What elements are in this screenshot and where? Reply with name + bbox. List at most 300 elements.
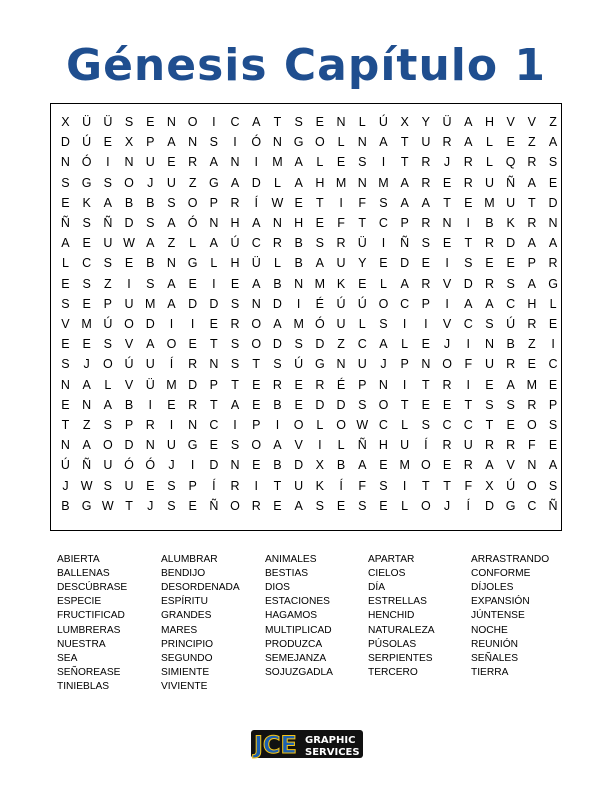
grid-cell[interactable]: Ñ [506,175,516,190]
grid-cell[interactable]: A [294,498,303,513]
grid-cell[interactable]: S [464,256,473,271]
grid-cell[interactable]: M [145,296,156,311]
grid-cell[interactable]: D [400,256,410,271]
grid-cell[interactable]: E [252,397,261,412]
grid-cell[interactable]: X [400,115,409,129]
grid-cell[interactable]: R [145,418,155,432]
grid-cell[interactable]: U [166,438,176,453]
grid-cell[interactable]: E [294,195,303,210]
grid-cell[interactable]: R [527,216,537,230]
grid-cell[interactable]: E [61,337,70,352]
grid-cell[interactable]: S [379,317,388,331]
grid-cell[interactable]: S [548,155,558,170]
grid-cell[interactable]: U [336,256,346,271]
grid-cell[interactable]: X [485,478,494,493]
grid-cell[interactable]: T [400,135,409,150]
grid-cell[interactable]: S [548,478,558,493]
grid-cell[interactable]: D [251,175,261,190]
grid-cell[interactable]: D [272,296,282,311]
grid-cell[interactable]: I [445,256,449,271]
grid-cell[interactable]: N [188,135,198,150]
grid-cell[interactable]: S [315,236,325,251]
grid-cell[interactable]: N [209,216,219,230]
grid-cell[interactable]: L [401,498,409,513]
grid-cell[interactable]: X [124,135,134,150]
grid-cell[interactable]: I [169,418,174,432]
grid-cell[interactable]: S [273,357,282,372]
grid-cell[interactable]: P [209,195,218,210]
grid-cell[interactable]: O [251,337,262,352]
grid-cell[interactable]: A [548,236,558,251]
grid-cell[interactable]: Ü [103,115,113,129]
grid-cell[interactable]: E [506,256,515,271]
grid-cell[interactable]: Ú [378,115,388,129]
grid-cell[interactable]: E [548,175,558,190]
grid-cell[interactable]: L [104,377,112,392]
grid-cell[interactable]: Z [337,337,345,352]
grid-cell[interactable]: S [506,397,515,412]
grid-cell[interactable]: J [380,357,387,372]
grid-cell[interactable]: E [167,397,176,412]
grid-cell[interactable]: A [315,256,325,271]
grid-cell[interactable]: P [146,135,155,150]
grid-cell[interactable]: F [358,478,367,493]
grid-cell[interactable]: D [315,397,325,412]
grid-cell[interactable]: Ñ [82,458,92,473]
grid-cell[interactable]: I [169,317,174,331]
grid-cell[interactable]: Y [421,115,431,129]
grid-cell[interactable]: A [379,135,388,150]
grid-cell[interactable]: N [484,337,494,352]
grid-cell[interactable]: R [421,216,431,230]
grid-cell[interactable]: B [273,276,282,291]
grid-cell[interactable]: C [378,418,388,432]
grid-cell[interactable]: G [314,357,325,372]
grid-cell[interactable]: C [527,498,537,513]
grid-cell[interactable]: F [464,478,473,493]
grid-cell[interactable]: V [294,438,303,453]
grid-cell[interactable]: A [61,236,70,251]
grid-cell[interactable]: N [60,377,70,392]
grid-cell[interactable]: M [378,175,389,190]
grid-cell[interactable]: E [294,397,303,412]
grid-cell[interactable]: O [526,418,537,432]
grid-cell[interactable]: Z [528,135,536,150]
grid-cell[interactable]: E [485,377,494,392]
grid-cell[interactable]: Ñ [357,438,367,453]
grid-cell[interactable]: E [506,418,515,432]
grid-cell[interactable]: Í [212,478,216,493]
grid-cell[interactable]: C [400,296,410,311]
grid-cell[interactable]: Z [549,115,557,129]
grid-cell[interactable]: N [294,276,304,291]
grid-cell[interactable]: V [506,458,515,473]
grid-cell[interactable]: R [188,155,198,170]
grid-cell[interactable]: R [230,478,240,493]
grid-cell[interactable]: E [230,276,240,291]
grid-cell[interactable]: A [209,236,218,251]
grid-cell[interactable]: A [421,195,431,210]
grid-cell[interactable]: Y [358,256,367,271]
grid-cell[interactable]: R [506,438,516,453]
grid-cell[interactable]: U [463,438,473,453]
grid-cell[interactable]: P [400,216,409,230]
grid-cell[interactable]: I [466,377,470,392]
grid-cell[interactable]: R [421,175,431,190]
grid-cell[interactable]: R [230,195,240,210]
grid-cell[interactable]: B [294,236,303,251]
grid-cell[interactable]: E [188,276,197,291]
grid-cell[interactable]: Í [339,478,343,493]
grid-cell[interactable]: S [294,337,303,352]
grid-cell[interactable]: B [146,195,155,210]
grid-cell[interactable]: I [402,377,407,392]
grid-cell[interactable]: L [316,418,324,432]
grid-cell[interactable]: Í [169,357,174,372]
grid-cell[interactable]: E [442,236,452,251]
grid-cell[interactable]: U [400,438,410,453]
grid-cell[interactable]: S [358,397,367,412]
grid-cell[interactable]: Ú [357,296,367,311]
grid-cell[interactable]: A [548,458,558,473]
grid-cell[interactable]: D [548,195,558,210]
grid-cell[interactable]: T [210,337,218,352]
grid-cell[interactable]: Ú [103,317,113,331]
grid-cell[interactable]: O [124,175,134,190]
grid-cell[interactable]: A [273,438,282,453]
grid-cell[interactable]: E [273,498,282,513]
grid-cell[interactable]: A [82,438,91,453]
grid-cell[interactable]: I [106,155,110,170]
grid-cell[interactable]: J [443,155,451,170]
grid-cell[interactable]: E [252,377,261,392]
grid-cell[interactable]: Ú [506,478,516,493]
grid-cell[interactable]: L [61,256,69,271]
grid-cell[interactable]: G [81,498,92,513]
grid-cell[interactable]: M [484,195,495,210]
grid-cell[interactable]: T [316,195,324,210]
grid-cell[interactable]: A [527,236,537,251]
grid-cell[interactable]: A [209,155,218,170]
grid-cell[interactable]: Ñ [209,498,219,513]
grid-cell[interactable]: D [60,135,70,150]
grid-cell[interactable]: N [166,115,176,129]
grid-cell[interactable]: D [506,236,516,251]
grid-cell[interactable]: N [251,296,261,311]
grid-cell[interactable]: E [358,276,367,291]
grid-cell[interactable]: E [315,216,325,230]
grid-cell[interactable]: H [484,115,494,129]
grid-cell[interactable]: B [146,256,155,271]
grid-cell[interactable]: O [336,418,346,432]
grid-cell[interactable]: E [442,175,452,190]
grid-cell[interactable]: N [357,175,367,190]
grid-cell[interactable]: A [506,377,515,392]
grid-cell[interactable]: S [230,438,240,453]
grid-cell[interactable]: R [484,236,494,251]
grid-cell[interactable]: O [124,317,134,331]
grid-cell[interactable]: I [190,458,195,473]
grid-cell[interactable]: O [442,357,452,372]
grid-cell[interactable]: S [82,216,91,230]
grid-cell[interactable]: I [233,418,237,432]
grid-cell[interactable]: T [464,397,473,412]
grid-cell[interactable]: L [401,337,409,352]
grid-cell[interactable]: C [357,337,367,352]
grid-cell[interactable]: E [61,397,70,412]
grid-cell[interactable]: Z [104,276,112,291]
grid-cell[interactable]: E [188,337,197,352]
grid-cell[interactable]: Ñ [400,236,410,251]
grid-cell[interactable]: A [464,135,473,150]
grid-cell[interactable]: Í [254,195,258,210]
grid-cell[interactable]: Ú [60,458,70,473]
grid-cell[interactable]: P [527,256,537,271]
grid-cell[interactable]: H [230,216,240,230]
grid-cell[interactable]: A [294,175,303,190]
grid-cell[interactable]: P [124,418,134,432]
grid-cell[interactable]: Ñ [103,216,113,230]
grid-cell[interactable]: Ó [187,216,198,230]
grid-cell[interactable]: R [463,175,473,190]
grid-cell[interactable]: U [145,357,155,372]
grid-cell[interactable]: S [209,135,218,150]
grid-cell[interactable]: E [527,357,537,372]
grid-cell[interactable]: T [231,377,239,392]
grid-cell[interactable]: Ü [82,115,92,129]
grid-cell[interactable]: P [209,377,218,392]
grid-cell[interactable]: L [189,236,197,251]
grid-cell[interactable]: R [315,377,325,392]
grid-cell[interactable]: A [400,175,409,190]
grid-cell[interactable]: W [271,195,284,210]
grid-cell[interactable]: N [124,155,134,170]
grid-cell[interactable]: A [167,216,176,230]
grid-cell[interactable]: P [421,296,431,311]
grid-cell[interactable]: T [273,115,282,129]
grid-cell[interactable]: E [188,498,197,513]
grid-cell[interactable]: D [315,337,325,352]
grid-cell[interactable]: K [506,216,515,230]
grid-cell[interactable]: H [378,438,388,453]
grid-cell[interactable]: A [146,337,155,352]
grid-cell[interactable]: S [294,115,303,129]
grid-cell[interactable]: R [421,155,431,170]
grid-cell[interactable]: V [442,276,452,291]
grid-cell[interactable]: E [506,135,515,150]
grid-cell[interactable]: C [463,418,473,432]
grid-cell[interactable]: I [424,317,428,331]
grid-cell[interactable]: L [316,155,324,170]
grid-cell[interactable]: O [293,418,304,432]
grid-cell[interactable]: E [379,256,388,271]
grid-cell[interactable]: R [251,498,261,513]
grid-cell[interactable]: R [527,397,537,412]
grid-cell[interactable]: U [484,357,494,372]
grid-cell[interactable]: C [209,418,219,432]
grid-cell[interactable]: I [381,155,386,170]
grid-cell[interactable]: Ú [294,357,304,372]
grid-cell[interactable]: Ó [145,458,156,473]
grid-cell[interactable]: E [548,377,558,392]
grid-cell[interactable]: S [230,357,240,372]
grid-cell[interactable]: I [339,195,343,210]
grid-cell[interactable]: A [400,276,409,291]
grid-cell[interactable]: I [212,276,216,291]
grid-cell[interactable]: T [400,155,409,170]
grid-cell[interactable]: I [296,296,301,311]
grid-cell[interactable]: R [463,458,473,473]
grid-cell[interactable]: Z [82,418,91,432]
grid-cell[interactable]: S [167,498,176,513]
grid-cell[interactable]: T [422,478,430,493]
grid-cell[interactable]: E [336,498,346,513]
grid-cell[interactable]: J [443,498,451,513]
grid-cell[interactable]: Ú [230,236,240,251]
grid-cell[interactable]: M [81,317,92,331]
grid-cell[interactable]: A [485,296,494,311]
grid-cell[interactable]: S [124,115,134,129]
grid-cell[interactable]: K [315,478,325,493]
grid-cell[interactable]: X [315,458,325,473]
grid-cell[interactable]: E [146,115,155,129]
grid-cell[interactable]: D [294,458,304,473]
grid-cell[interactable]: A [464,115,473,129]
grid-cell[interactable]: I [127,276,131,291]
grid-cell[interactable]: R [230,317,240,331]
grid-cell[interactable]: I [318,438,322,453]
grid-cell[interactable]: O [378,397,389,412]
grid-cell[interactable]: I [212,115,216,129]
grid-cell[interactable]: Ú [124,357,134,372]
grid-cell[interactable]: J [168,458,175,473]
grid-cell[interactable]: N [188,418,198,432]
grid-cell[interactable]: R [188,397,198,412]
grid-cell[interactable]: F [464,357,473,372]
grid-cell[interactable]: A [485,458,494,473]
grid-cell[interactable]: H [230,256,240,271]
grid-cell[interactable]: N [272,216,282,230]
grid-cell[interactable]: Ó [81,155,92,170]
grid-cell[interactable]: L [549,296,557,311]
grid-cell[interactable]: S [315,498,325,513]
grid-cell[interactable]: S [103,256,112,271]
grid-cell[interactable]: J [83,357,90,372]
grid-cell[interactable]: I [466,216,470,230]
grid-cell[interactable]: O [420,458,431,473]
grid-cell[interactable]: S [230,296,240,311]
grid-cell[interactable]: R [484,276,494,291]
grid-cell[interactable]: G [293,135,304,150]
grid-cell[interactable]: J [147,498,154,513]
grid-cell[interactable]: Ñ [60,216,70,230]
grid-cell[interactable]: D [209,458,219,473]
grid-cell[interactable]: O [251,438,262,453]
grid-cell[interactable]: B [273,397,282,412]
grid-cell[interactable]: C [378,216,388,230]
grid-cell[interactable]: R [527,155,537,170]
grid-cell[interactable]: T [485,418,494,432]
grid-cell[interactable]: A [167,135,176,150]
grid-cell[interactable]: O [102,357,113,372]
grid-cell[interactable]: N [442,216,452,230]
grid-cell[interactable]: A [527,175,537,190]
grid-cell[interactable]: E [421,337,431,352]
grid-cell[interactable]: H [315,175,325,190]
grid-cell[interactable]: L [485,155,493,170]
grid-cell[interactable]: R [188,357,198,372]
grid-cell[interactable]: K [82,195,91,210]
grid-cell[interactable]: L [273,256,281,271]
grid-cell[interactable]: S [82,276,91,291]
grid-cell[interactable]: D [124,216,134,230]
grid-cell[interactable]: L [485,135,493,150]
grid-cell[interactable]: F [528,438,536,453]
grid-cell[interactable]: Ü [442,115,452,129]
grid-cell[interactable]: D [272,337,282,352]
grid-cell[interactable]: E [464,195,473,210]
grid-cell[interactable]: S [103,175,112,190]
grid-cell[interactable]: O [230,498,240,513]
grid-cell[interactable]: N [166,256,176,271]
grid-cell[interactable]: C [230,115,240,129]
grid-cell[interactable]: B [124,195,134,210]
grid-cell[interactable]: S [358,498,367,513]
grid-cell[interactable]: H [294,216,304,230]
grid-cell[interactable]: A [294,155,303,170]
grid-cell[interactable]: I [148,397,152,412]
grid-cell[interactable]: T [125,498,133,513]
grid-cell[interactable]: E [82,296,91,311]
grid-cell[interactable]: É [315,296,325,311]
grid-cell[interactable]: S [485,317,494,331]
grid-cell[interactable]: L [358,317,366,331]
grid-cell[interactable]: C [463,317,473,331]
grid-cell[interactable]: E [421,397,431,412]
grid-cell[interactable]: O [378,296,389,311]
grid-cell[interactable]: D [145,317,155,331]
grid-cell[interactable]: C [442,418,452,432]
grid-cell[interactable]: T [358,216,367,230]
grid-cell[interactable]: E [82,337,91,352]
grid-cell[interactable]: A [82,377,91,392]
grid-cell[interactable]: A [464,296,473,311]
grid-cell[interactable]: R [272,377,282,392]
grid-cell[interactable]: T [528,195,536,210]
grid-cell[interactable]: W [101,498,114,513]
grid-cell[interactable]: S [506,276,515,291]
grid-cell[interactable]: S [485,397,494,412]
grid-cell[interactable]: S [103,478,112,493]
grid-cell[interactable]: N [82,397,92,412]
grid-cell[interactable]: L [273,175,281,190]
grid-cell[interactable]: B [61,498,70,513]
grid-cell[interactable]: R [463,155,473,170]
grid-cell[interactable]: Ü [251,256,261,271]
grid-cell[interactable]: M [335,175,347,190]
grid-cell[interactable]: E [252,458,261,473]
grid-cell[interactable]: Ú [82,135,92,150]
grid-cell[interactable]: O [420,498,431,513]
grid-cell[interactable]: G [548,276,558,291]
grid-cell[interactable]: U [421,135,431,150]
grid-cell[interactable]: B [273,458,282,473]
grid-cell[interactable]: A [252,115,261,129]
grid-cell[interactable]: H [527,296,537,311]
grid-cell[interactable]: D [124,438,134,453]
grid-cell[interactable]: E [209,438,218,453]
grid-cell[interactable]: N [336,357,346,372]
